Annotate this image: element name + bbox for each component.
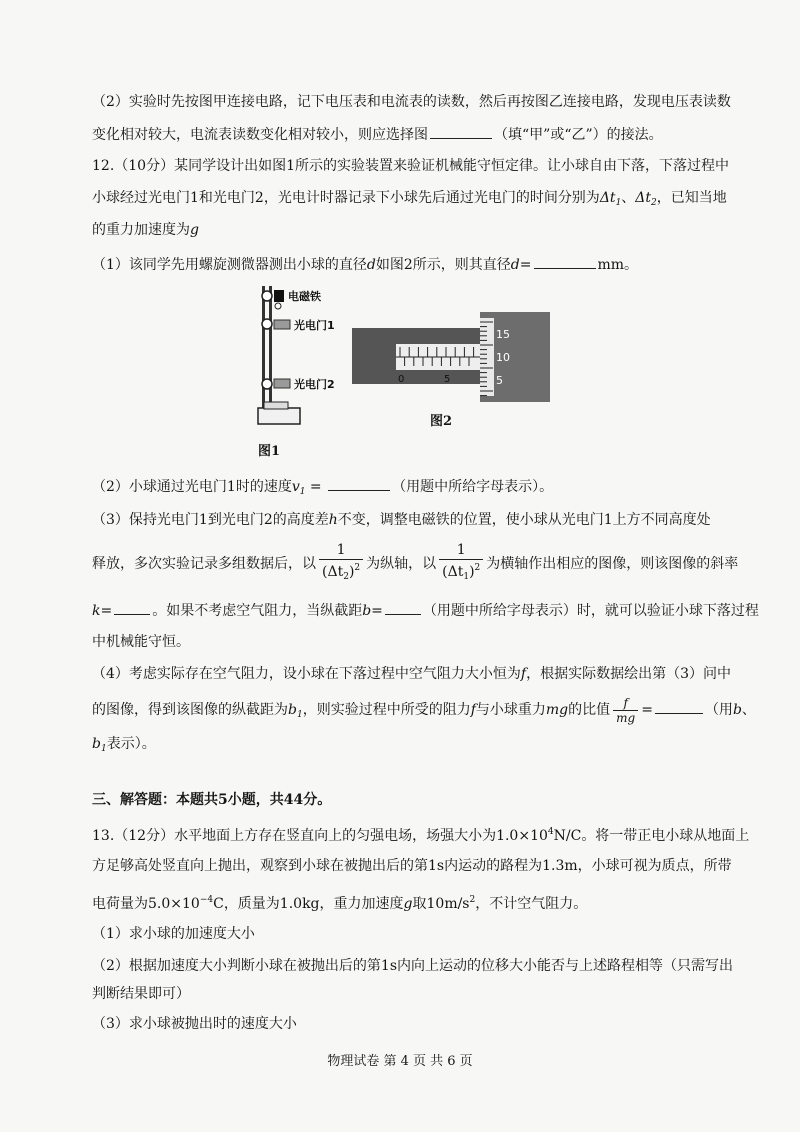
photogate-1-icon bbox=[274, 320, 290, 329]
q11-text: （2）实验时先按图甲连接电路，记下电压表和电流表的读数，然后再按图乙连接电路，发现电压表读数 bbox=[92, 94, 731, 110]
figure-1-caption: 图1 bbox=[258, 444, 281, 459]
q12-text: （4）考虑实际存在空气阻力，设小球在下落过程中空气阻力大小恒为 bbox=[92, 666, 521, 682]
q12-text: 。如果不考虑空气阻力，当纵截距 bbox=[152, 603, 363, 619]
symbol-k: k= bbox=[92, 603, 113, 619]
q12-text: 与小球重力 bbox=[475, 702, 546, 718]
q13-text: 电荷量为 bbox=[92, 896, 148, 912]
q12-text: 为横轴作出相应的图像，则该图像的斜率 bbox=[486, 556, 739, 572]
q12-text: 小球经过光电门1和光电门2，光电计时器记录下小球先后通过光电门的时间分别为 bbox=[92, 190, 600, 206]
q12-text: 的图像，得到该图像的纵截距为 bbox=[92, 702, 288, 718]
stand-rod bbox=[269, 286, 272, 412]
answer-blank[interactable] bbox=[655, 699, 703, 714]
label-electromagnet: 电磁铁 bbox=[288, 290, 321, 303]
symbol-f: f bbox=[470, 702, 476, 718]
q13-sub1: （1）求小球的加速度大小 bbox=[92, 926, 255, 942]
q12-part4-line3 bbox=[92, 734, 732, 759]
q12-text: 为纵轴，以 bbox=[366, 556, 437, 572]
q12-text: （3）保持光电门1到光电门2的高度差 bbox=[92, 512, 329, 528]
symbol-g: g bbox=[403, 896, 413, 912]
q11-part2-line1 bbox=[92, 92, 732, 112]
thimble-15: 15 bbox=[496, 328, 510, 341]
q12-text: 不变，调整电磁铁的位置，使小球从光电门1上方不同高度处 bbox=[337, 512, 711, 528]
delta-t1: $\Delta t_1$ bbox=[599, 190, 622, 208]
q11-text: （填“甲”或“乙”）的接法。 bbox=[494, 127, 663, 143]
q12-part1 bbox=[92, 254, 732, 275]
q12-part3-line4 bbox=[92, 632, 732, 652]
q13-sub2-line2: 判断结果即可） bbox=[92, 986, 190, 1002]
q12-text: 如图2所示，则其直径 bbox=[375, 257, 511, 273]
field-strength: $1.0\times 10^4N/C$ bbox=[496, 827, 582, 844]
q12-text: （2）小球通过光电门1时的速度 bbox=[92, 479, 292, 495]
q12-text: ，则实验过程中所受的阻力 bbox=[302, 702, 471, 718]
thimble-scale bbox=[480, 318, 494, 396]
q12-text: 中机械能守恒。 bbox=[92, 634, 190, 650]
q12-text: 表示）。 bbox=[106, 736, 156, 752]
main-scale-0: 0 bbox=[398, 374, 405, 385]
symbol-b1: $b_1$ bbox=[288, 702, 303, 720]
symbol-f: f bbox=[520, 666, 527, 682]
q13-title: 13.（12分）水平地面上方存在竖直向上的匀强电场，场强大小为 bbox=[92, 828, 497, 844]
answer-blank[interactable] bbox=[385, 600, 421, 615]
fraction-f-over-mg: $\frac{f}{mg}$ bbox=[613, 696, 638, 725]
thimble-10: 10 bbox=[496, 351, 510, 364]
ball-icon bbox=[275, 303, 281, 309]
q13-sub3: （3）求小球被抛出时的速度大小 bbox=[92, 1016, 297, 1032]
clamp bbox=[262, 379, 272, 389]
stand-base bbox=[258, 408, 300, 424]
main-scale-5: 5 bbox=[444, 374, 451, 385]
symbol-b: b= bbox=[362, 603, 383, 619]
symbol-b: b bbox=[732, 702, 742, 718]
symbol-g: g bbox=[190, 222, 199, 238]
q13-text: ，质量为1.0kg，重力加速度 bbox=[223, 896, 404, 912]
delta-t2: $\Delta t_2$ bbox=[635, 190, 657, 208]
answer-blank[interactable] bbox=[114, 600, 150, 615]
label-photogate-2: 光电门2 bbox=[294, 378, 335, 391]
fraction-1-over-dt2-sq: $\frac{1}{(\Delta t_2)^2}$ bbox=[319, 542, 363, 586]
q13-line3: 电荷量为$5.0\times 10^{-4}C$，质量为1.0kg，重力加速度g取$10m/s^2$，不计空气阻力。 bbox=[92, 895, 588, 912]
q13-line2 bbox=[92, 856, 732, 876]
q12-part4-line1 bbox=[92, 664, 732, 684]
q13-text: 方足够高处竖直向上抛出，观察到小球在被抛出后的第1s内运动的路程为1.3m，小球可视为质点，所带 bbox=[92, 858, 732, 874]
section-heading: 三、解答题：本题共5小题，共44分。 bbox=[92, 792, 332, 808]
stand-rod bbox=[262, 286, 265, 412]
symbol-mg: mg bbox=[545, 702, 569, 718]
q12-part2: （2）小球通过光电门1时的速度$v_1$ = （用题中所给字母表示）。 bbox=[92, 476, 732, 502]
figure-1-apparatus bbox=[244, 282, 364, 434]
q11-part2-line2 bbox=[92, 124, 732, 145]
q12-text: 的重力加速度为 bbox=[92, 222, 190, 238]
q12-text: （用题中所给字母表示）时，就可以验证小球下落过程 bbox=[422, 603, 759, 619]
symbol-d-eq: d= bbox=[510, 257, 532, 273]
label-photogate-1: 光电门1 bbox=[294, 319, 335, 332]
q12-text: mm。 bbox=[597, 257, 639, 273]
symbol-v1: $v_1$ bbox=[291, 479, 306, 497]
answer-blank[interactable] bbox=[534, 254, 596, 269]
q11-text: 变化相对较大，电流表读数变化相对较小，则应选择图 bbox=[92, 127, 428, 143]
photogate-2-icon bbox=[274, 379, 290, 388]
answer-blank[interactable] bbox=[328, 476, 390, 491]
page-footer: 物理试卷 第 4 页 共 6 页 bbox=[327, 1054, 473, 1069]
fraction-1-over-dt1-sq: $\frac{1}{(\Delta t_1)^2}$ bbox=[439, 542, 483, 586]
q12-part3-line1 bbox=[92, 510, 732, 530]
clamp bbox=[262, 319, 272, 329]
q13-text: 。将一带正电小球从地面上 bbox=[581, 828, 750, 844]
figure-2-caption: 图2 bbox=[430, 414, 453, 429]
q13-text: ，不计空气阻力。 bbox=[475, 896, 588, 912]
figure-2-micrometer bbox=[352, 310, 552, 404]
symbol-d: d bbox=[366, 257, 376, 273]
q13-sub2-line1: （2）根据加速度大小判断小球在被抛出后的第1s内向上运动的位移大小能否与上述路程相等（只需写出 bbox=[92, 958, 733, 974]
q13-line1 bbox=[92, 822, 750, 846]
electromagnet-icon bbox=[274, 290, 284, 302]
charge-value: $5.0\times 10^{-4}C$ bbox=[148, 895, 224, 912]
q12-text: ，根据实际数据绘出第（3）问中 bbox=[526, 666, 732, 682]
thimble-5: 5 bbox=[496, 374, 503, 387]
clamp bbox=[262, 291, 272, 301]
symbol-h: h bbox=[328, 512, 338, 528]
q12-part3-line3 bbox=[92, 600, 759, 621]
q12-text: （用题中所给字母表示）。 bbox=[392, 479, 554, 495]
q12-intro-line2: 小球经过光电门1和光电门2，光电计时器记录下小球先后通过光电门的时间分别为$\Delta t_1$、$\Delta t_2$，已知当地 bbox=[92, 190, 727, 208]
q12-text: ，已知当地 bbox=[656, 190, 727, 206]
stand-base-top bbox=[264, 402, 288, 409]
q12-text: 的比值 bbox=[568, 702, 611, 718]
q12-text: （1）该同学先用螺旋测微器测出小球的直径 bbox=[92, 257, 367, 273]
q12-part4-line2: 的图像，得到该图像的纵截距为$b_1$，则实验过程中所受的阻力f与小球重力mg的比值 $\frac{f}{mg}$ = （用b、 bbox=[92, 695, 756, 725]
q12-part3-line2 bbox=[92, 542, 739, 586]
q12-text: （用 bbox=[704, 702, 733, 718]
q12-title: 12.（10分）某同学设计出如图1所示的实验装置来验证机械能守恒定律。让小球自由下落，下落过程中 bbox=[92, 158, 729, 174]
q12-intro-line1 bbox=[92, 156, 732, 176]
symbol-b1: $b_1$ bbox=[92, 736, 107, 754]
answer-blank[interactable] bbox=[430, 124, 492, 139]
q12-text: 释放，多次实验记录多组数据后，以 bbox=[92, 556, 316, 572]
q12-intro-line3 bbox=[92, 220, 732, 240]
